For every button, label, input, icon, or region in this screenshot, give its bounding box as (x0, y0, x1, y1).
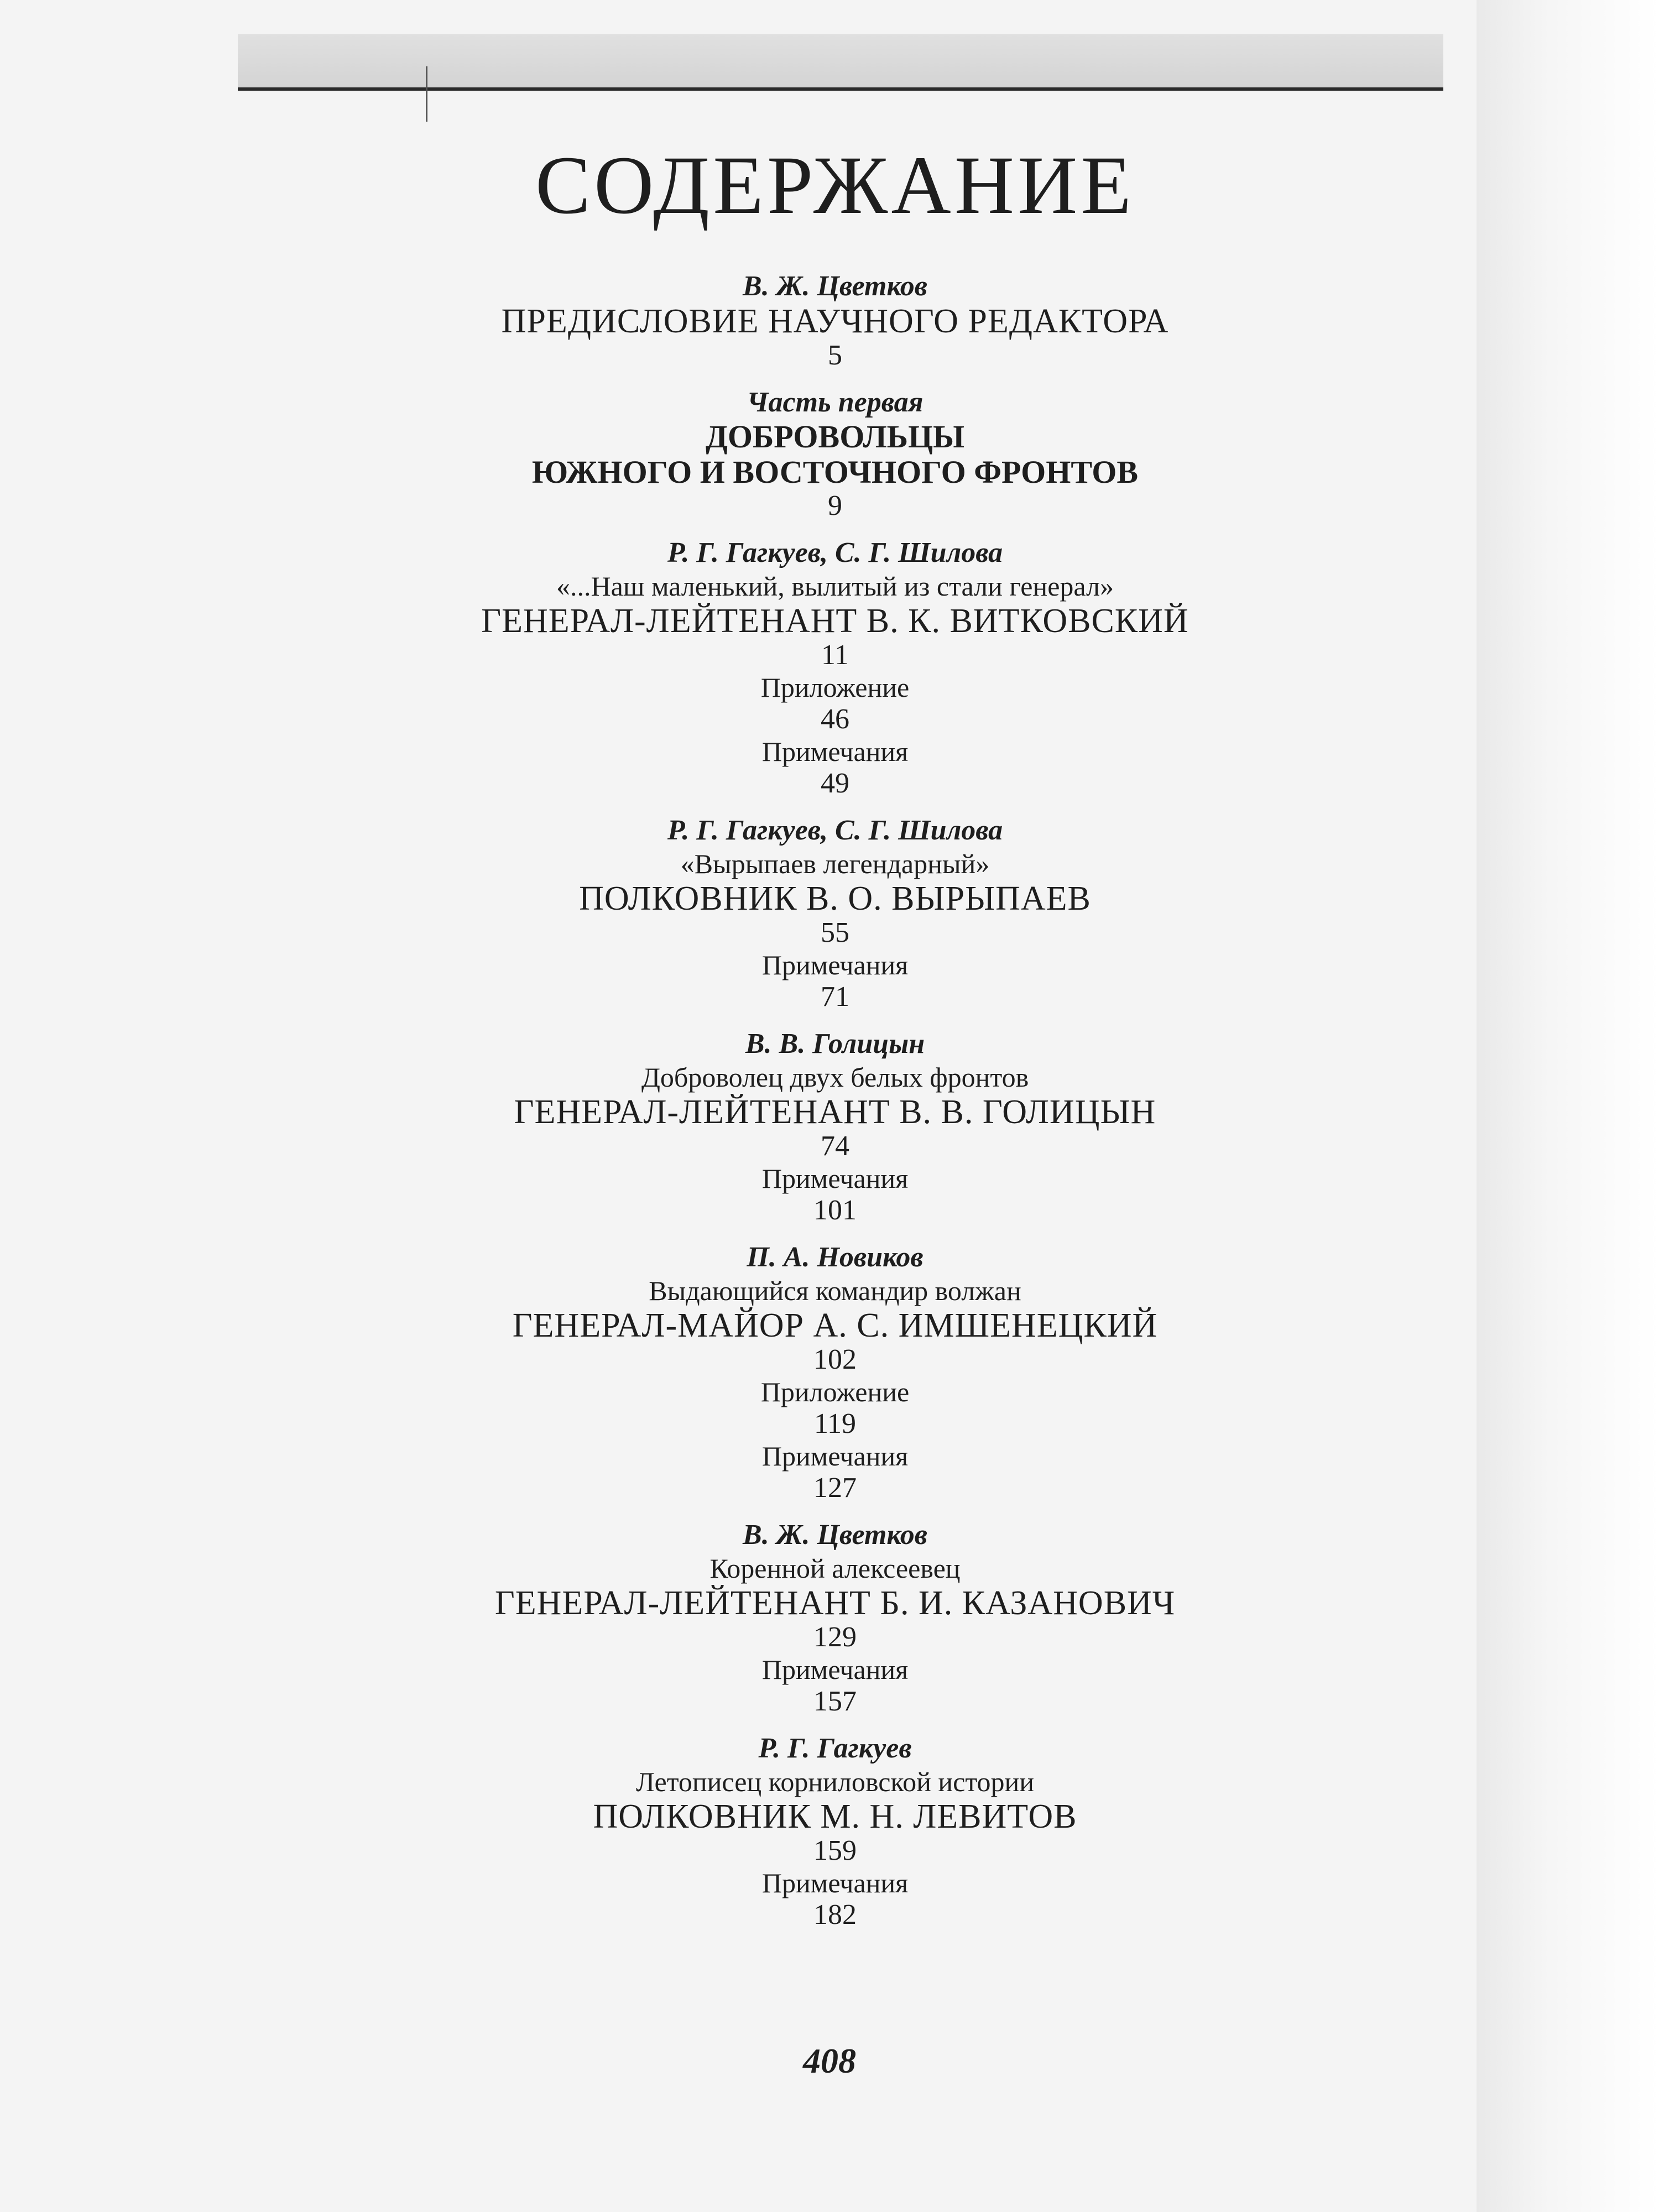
entry-page-number: 159 (813, 1835, 857, 1866)
entry-page-number: 9 (828, 490, 842, 521)
entry-author: Р. Г. Гагкуев (758, 1733, 912, 1764)
sub-entry-label: Примечания (761, 736, 909, 767)
entry-heading: ГЕНЕРАЛ-ЛЕЙТЕНАНТ В. К. ВИТКОВСКИЙ (481, 602, 1189, 640)
sub-entry-page-number: 71 (821, 981, 849, 1013)
header-tick-mark (426, 66, 427, 122)
table-of-contents (387, 127, 1283, 1931)
header-rule (238, 87, 1443, 91)
entry-author: В. Ж. Цветков (743, 1519, 927, 1551)
part-title-line-2: ЮЖНОГО И ВОСТОЧНОГО ФРОНТОВ (531, 454, 1139, 490)
running-header-band (238, 34, 1443, 87)
part-title-line-1: ДОБРОВОЛЬЦЫ (705, 419, 965, 455)
sub-entry-page-number: 119 (813, 1408, 857, 1439)
sub-entry-label: Примечания (761, 1867, 909, 1898)
sub-entry-page-number: 157 (813, 1686, 857, 1717)
entry-heading: ГЕНЕРАЛ-МАЙОР А. С. ИМШЕНЕЦКИЙ (512, 1307, 1158, 1344)
scan-background-edge (1477, 0, 1659, 2212)
toc-entry-part-one (387, 386, 1283, 522)
sub-entry-label: Приложение (760, 672, 910, 703)
sub-entry-page-number: 182 (813, 1899, 857, 1931)
entry-subtitle: Летописец корниловской истории (635, 1766, 1035, 1797)
toc-entry-levitov (387, 1732, 1283, 1931)
entry-page-number: 55 (821, 917, 849, 948)
sub-entry-label: Примечания (761, 1654, 909, 1685)
entry-subtitle: Выдающийся командир волжан (649, 1275, 1021, 1306)
entry-page-number: 5 (828, 340, 842, 371)
sub-entry-page-number: 101 (813, 1194, 857, 1226)
entry-subtitle: «Вырыпаев легендарный» (680, 848, 990, 879)
part-label: Часть первая (747, 387, 924, 418)
sub-entry-label: Примечания (761, 950, 909, 980)
entry-subtitle: Доброволец двух белых фронтов (641, 1062, 1029, 1093)
entry-page-number: 102 (813, 1344, 857, 1375)
entry-heading: ПОЛКОВНИК В. О. ВЫРЫПАЕВ (579, 880, 1091, 917)
sub-entry-label: Примечания (761, 1441, 909, 1472)
entry-author: В. Ж. Цветков (743, 270, 927, 302)
sub-entry-page-number: 46 (821, 703, 849, 735)
toc-entry-golitsyn (387, 1027, 1283, 1227)
toc-entry-preface (387, 270, 1283, 372)
entry-author: Р. Г. Гагкуев, С. Г. Шилова (667, 537, 1003, 568)
toc-entry-kazanovich (387, 1519, 1283, 1718)
entry-author: Р. Г. Гагкуев, С. Г. Шилова (667, 815, 1003, 846)
sub-entry-label: Примечания (761, 1163, 909, 1194)
toc-entry-vyrypaev (387, 814, 1283, 1013)
entry-page-number: 129 (813, 1621, 857, 1653)
entry-page-number: 74 (821, 1130, 849, 1162)
entry-heading: ГЕНЕРАЛ-ЛЕЙТЕНАНТ Б. И. КАЗАНОВИЧ (494, 1584, 1176, 1622)
entry-heading: ПРЕДИСЛОВИЕ НАУЧНОГО РЕДАКТОРА (501, 302, 1169, 340)
entry-heading: ПОЛКОВНИК М. Н. ЛЕВИТОВ (593, 1798, 1077, 1835)
entry-subtitle: «...Наш маленький, вылитый из стали генерал» (556, 571, 1114, 602)
entry-heading: ГЕНЕРАЛ-ЛЕЙТЕНАНТ В. В. ГОЛИЦЫН (514, 1093, 1156, 1131)
sub-entry-label: Приложение (760, 1376, 910, 1407)
sub-entry-page-number: 49 (821, 768, 849, 799)
page-title: СОДЕРЖАНИЕ (535, 139, 1135, 231)
page-number-folio: 408 (803, 2041, 856, 2080)
entry-author: П. А. Новиков (747, 1241, 924, 1273)
entry-page-number: 11 (821, 639, 849, 671)
toc-entry-vitkovsky (387, 536, 1283, 800)
toc-entry-imshenetsky (387, 1241, 1283, 1504)
entry-subtitle: Коренной алексеевец (709, 1553, 961, 1584)
entry-author: В. В. Голицын (745, 1028, 925, 1060)
sub-entry-page-number: 127 (813, 1472, 857, 1504)
